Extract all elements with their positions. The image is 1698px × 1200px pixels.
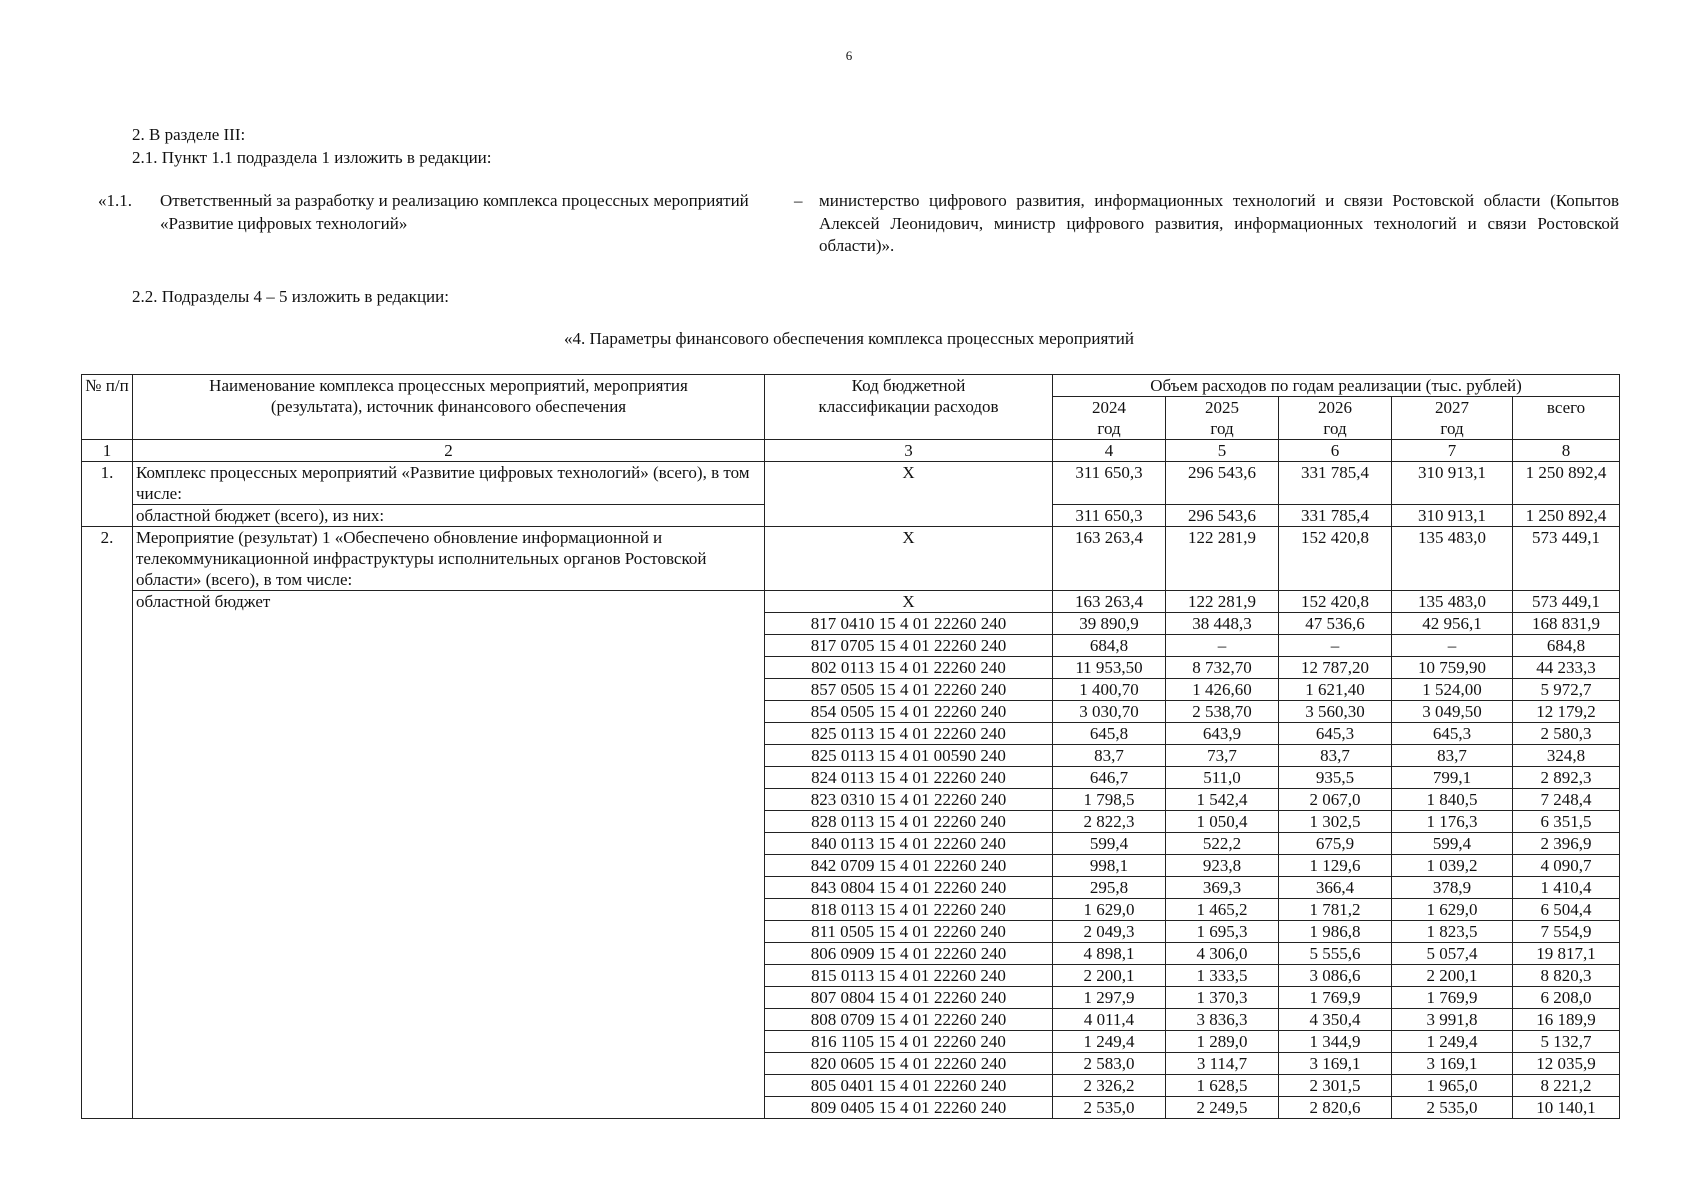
value-total: 573 449,1 [1513,527,1620,591]
budget-code: 820 0605 15 4 01 22260 240 [765,1053,1053,1075]
value-2024: 4 011,4 [1053,1009,1166,1031]
budget-code: 842 0709 15 4 01 22260 240 [765,855,1053,877]
value-2025: 522,2 [1166,833,1279,855]
row-name: Комплекс процессных мероприятий «Развитие цифровых технологий» (всего), в том числе: [133,462,765,505]
value-2027: 83,7 [1392,745,1513,767]
value-total: 2 396,9 [1513,833,1620,855]
value-2026: 5 555,6 [1279,943,1392,965]
value-total: 573 449,1 [1513,591,1620,613]
budget-code: 854 0505 15 4 01 22260 240 [765,701,1053,723]
value-total: 5 132,7 [1513,1031,1620,1053]
value-2024: 163 263,4 [1053,591,1166,613]
value-2024: 1 798,5 [1053,789,1166,811]
col-number: 1 [82,440,133,462]
header-2024: 2024 год [1053,397,1166,440]
value-total: 6 504,4 [1513,899,1620,921]
value-total: 12 179,2 [1513,701,1620,723]
value-2026: 331 785,4 [1279,505,1392,527]
value-2025: 8 732,70 [1166,657,1279,679]
budget-code: 843 0804 15 4 01 22260 240 [765,877,1053,899]
budget-code: 823 0310 15 4 01 22260 240 [765,789,1053,811]
value-total: 684,8 [1513,635,1620,657]
value-2024: 3 030,70 [1053,701,1166,723]
value-2025: 3 836,3 [1166,1009,1279,1031]
budget-code: 806 0909 15 4 01 22260 240 [765,943,1053,965]
value-2025: 1 695,3 [1166,921,1279,943]
budget-code: 807 0804 15 4 01 22260 240 [765,987,1053,1009]
value-2024: 998,1 [1053,855,1166,877]
value-2027: 42 956,1 [1392,613,1513,635]
value-2025: 73,7 [1166,745,1279,767]
value-2026: 2 067,0 [1279,789,1392,811]
value-2024: 83,7 [1053,745,1166,767]
value-2024: 295,8 [1053,877,1166,899]
value-2027: 3 169,1 [1392,1053,1513,1075]
value-2026: 1 302,5 [1279,811,1392,833]
table-row-measure-1-budget [82,591,1620,613]
value-2025: 369,3 [1166,877,1279,899]
value-2026: 83,7 [1279,745,1392,767]
value-2027: 1 249,4 [1392,1031,1513,1053]
value-2024: 684,8 [1053,635,1166,657]
value-2027: 1 823,5 [1392,921,1513,943]
value-2027: 599,4 [1392,833,1513,855]
value-2026: 675,9 [1279,833,1392,855]
header-total: всего [1513,397,1620,440]
value-2027: 1 769,9 [1392,987,1513,1009]
col-number: 7 [1392,440,1513,462]
value-2025: 511,0 [1166,767,1279,789]
budget-code: 816 1105 15 4 01 22260 240 [765,1031,1053,1053]
value-2024: 2 049,3 [1053,921,1166,943]
value-2027: 135 483,0 [1392,527,1513,591]
value-2024: 2 326,2 [1053,1075,1166,1097]
value-2024: 2 200,1 [1053,965,1166,987]
header-volume: Объем расходов по годам реализации (тыс. рублей) [1053,375,1620,397]
col-number: 8 [1513,440,1620,462]
value-2027: 1 176,3 [1392,811,1513,833]
value-2024: 1 249,4 [1053,1031,1166,1053]
value-2027: 1 840,5 [1392,789,1513,811]
value-2027: 799,1 [1392,767,1513,789]
budget-code: 817 0410 15 4 01 22260 240 [765,613,1053,635]
value-2025: 122 281,9 [1166,591,1279,613]
table-row-complex [82,462,1620,505]
budget-code: 811 0505 15 4 01 22260 240 [765,921,1053,943]
budget-code: 825 0113 15 4 01 00590 240 [765,745,1053,767]
value-2026: – [1279,635,1392,657]
value-2025: 38 448,3 [1166,613,1279,635]
header-2027: 2027 год [1392,397,1513,440]
budget-code: 840 0113 15 4 01 22260 240 [765,833,1053,855]
value-total: 168 831,9 [1513,613,1620,635]
value-2027: – [1392,635,1513,657]
value-2026: 935,5 [1279,767,1392,789]
value-total: 44 233,3 [1513,657,1620,679]
value-2024: 1 629,0 [1053,899,1166,921]
value-2027: 2 535,0 [1392,1097,1513,1119]
value-2026: 3 169,1 [1279,1053,1392,1075]
value-2026: 1 769,9 [1279,987,1392,1009]
header-2026: 2026 год [1279,397,1392,440]
value-2026: 2 301,5 [1279,1075,1392,1097]
page-number: 6 [845,48,853,63]
section-heading: «4. Параметры финансового обеспечения комплекса процессных мероприятий [564,329,1134,348]
row-code: Х [765,462,1053,527]
budget-code: 817 0705 15 4 01 22260 240 [765,635,1053,657]
value-2026: 4 350,4 [1279,1009,1392,1031]
header-2025: 2025 год [1166,397,1279,440]
value-total: 7 248,4 [1513,789,1620,811]
value-2027: 3 049,50 [1392,701,1513,723]
row-name: областной бюджет [133,591,765,1119]
responsible-number: «1.1. [98,191,132,210]
value-2025: 2 249,5 [1166,1097,1279,1119]
value-2026: 2 820,6 [1279,1097,1392,1119]
value-2024: 1 400,70 [1053,679,1166,701]
value-2025: 1 628,5 [1166,1075,1279,1097]
value-2024: 645,8 [1053,723,1166,745]
value-2025: 4 306,0 [1166,943,1279,965]
paragraph-item-2-1: 2.1. Пункт 1.1 подраздела 1 изложить в редакции: [132,148,492,167]
value-2026: 1 621,40 [1279,679,1392,701]
paragraph-section-iii: 2. В разделе III: [132,125,246,144]
value-2027: 1 524,00 [1392,679,1513,701]
value-2027: 2 200,1 [1392,965,1513,987]
responsible-name: Ответственный за разработку и реализацию комплекса процессных мероприятий «Развитие цифровых технологий» [160,191,749,233]
value-2025: 296 543,6 [1166,462,1279,505]
value-total: 12 035,9 [1513,1053,1620,1075]
column-numbers-row [82,440,1620,462]
value-2025: 3 114,7 [1166,1053,1279,1075]
value-total: 4 090,7 [1513,855,1620,877]
value-2026: 12 787,20 [1279,657,1392,679]
value-2025: 1 426,60 [1166,679,1279,701]
value-2027: 135 483,0 [1392,591,1513,613]
value-2027: 310 913,1 [1392,505,1513,527]
budget-code: 805 0401 15 4 01 22260 240 [765,1075,1053,1097]
financial-table [81,374,1620,1119]
budget-code: 824 0113 15 4 01 22260 240 [765,767,1053,789]
value-2026: 1 781,2 [1279,899,1392,921]
value-2025: – [1166,635,1279,657]
value-2026: 1 344,9 [1279,1031,1392,1053]
value-total: 5 972,7 [1513,679,1620,701]
col-number: 5 [1166,440,1279,462]
value-2027: 378,9 [1392,877,1513,899]
budget-code: 818 0113 15 4 01 22260 240 [765,899,1053,921]
budget-code: 815 0113 15 4 01 22260 240 [765,965,1053,987]
budget-code: 808 0709 15 4 01 22260 240 [765,1009,1053,1031]
value-2024: 2 535,0 [1053,1097,1166,1119]
value-2025: 1 542,4 [1166,789,1279,811]
value-2024: 311 650,3 [1053,505,1166,527]
value-2025: 296 543,6 [1166,505,1279,527]
row-number: 2. [82,527,133,1119]
value-2026: 331 785,4 [1279,462,1392,505]
value-2026: 3 560,30 [1279,701,1392,723]
value-total: 1 410,4 [1513,877,1620,899]
responsible-dash: – [794,191,803,210]
value-2027: 310 913,1 [1392,462,1513,505]
value-total: 19 817,1 [1513,943,1620,965]
value-2026: 3 086,6 [1279,965,1392,987]
value-2025: 1 370,3 [1166,987,1279,1009]
value-2025: 2 538,70 [1166,701,1279,723]
value-2025: 1 465,2 [1166,899,1279,921]
value-2024: 599,4 [1053,833,1166,855]
value-2026: 152 420,8 [1279,591,1392,613]
value-2025: 122 281,9 [1166,527,1279,591]
value-2024: 311 650,3 [1053,462,1166,505]
value-2027: 645,3 [1392,723,1513,745]
value-2024: 11 953,50 [1053,657,1166,679]
paragraph-item-2-2: 2.2. Подразделы 4 – 5 изложить в редакции: [132,287,449,306]
value-2026: 1 986,8 [1279,921,1392,943]
responsible-value: министерство цифрового развития, информационных технологий и связи Ростовской области (Копытов Алексей Леонидович, министр цифрового развития, информационных технологий и связи Ростовской области)». [819,191,1619,255]
value-total: 2 892,3 [1513,767,1620,789]
value-2026: 152 420,8 [1279,527,1392,591]
row-name: Мероприятие (результат) 1 «Обеспечено обновление информационной и телекоммуникационной инфраструктуры исполнительных органов Ростовской области» (всего), в том числе: [133,527,765,591]
row-number: 1. [82,462,133,527]
header-name: Наименование комплекса процессных мероприятий, мероприятия (результата), источник финансового обеспечения [133,375,765,440]
value-2026: 1 129,6 [1279,855,1392,877]
value-2024: 4 898,1 [1053,943,1166,965]
row-code: Х [765,591,1053,613]
value-total: 16 189,9 [1513,1009,1620,1031]
value-2026: 47 536,6 [1279,613,1392,635]
value-total: 8 820,3 [1513,965,1620,987]
row-name: областной бюджет (всего), из них: [133,505,765,527]
budget-code: 828 0113 15 4 01 22260 240 [765,811,1053,833]
value-2026: 645,3 [1279,723,1392,745]
value-2026: 366,4 [1279,877,1392,899]
header-code: Код бюджетной классификации расходов [765,375,1053,440]
col-number: 4 [1053,440,1166,462]
value-2025: 1 050,4 [1166,811,1279,833]
value-2024: 1 297,9 [1053,987,1166,1009]
value-2027: 3 991,8 [1392,1009,1513,1031]
table-header-row [82,375,1620,397]
value-total: 8 221,2 [1513,1075,1620,1097]
value-2027: 1 039,2 [1392,855,1513,877]
value-total: 6 208,0 [1513,987,1620,1009]
value-2024: 39 890,9 [1053,613,1166,635]
value-2025: 643,9 [1166,723,1279,745]
value-2024: 2 822,3 [1053,811,1166,833]
value-2027: 1 965,0 [1392,1075,1513,1097]
value-total: 2 580,3 [1513,723,1620,745]
col-number: 6 [1279,440,1392,462]
col-number: 3 [765,440,1053,462]
budget-code: 857 0505 15 4 01 22260 240 [765,679,1053,701]
value-2025: 1 333,5 [1166,965,1279,987]
value-2027: 10 759,90 [1392,657,1513,679]
budget-code: 809 0405 15 4 01 22260 240 [765,1097,1053,1119]
value-2025: 923,8 [1166,855,1279,877]
row-code: Х [765,527,1053,591]
value-total: 10 140,1 [1513,1097,1620,1119]
table-row-measure-1 [82,527,1620,591]
value-2027: 5 057,4 [1392,943,1513,965]
value-2027: 1 629,0 [1392,899,1513,921]
budget-code: 802 0113 15 4 01 22260 240 [765,657,1053,679]
value-2024: 2 583,0 [1053,1053,1166,1075]
value-2025: 1 289,0 [1166,1031,1279,1053]
value-2024: 163 263,4 [1053,527,1166,591]
value-total: 324,8 [1513,745,1620,767]
value-total: 7 554,9 [1513,921,1620,943]
value-total: 1 250 892,4 [1513,462,1620,505]
value-total: 1 250 892,4 [1513,505,1620,527]
value-total: 6 351,5 [1513,811,1620,833]
header-num: № п/п [82,375,133,440]
col-number: 2 [133,440,765,462]
value-2024: 646,7 [1053,767,1166,789]
budget-code: 825 0113 15 4 01 22260 240 [765,723,1053,745]
